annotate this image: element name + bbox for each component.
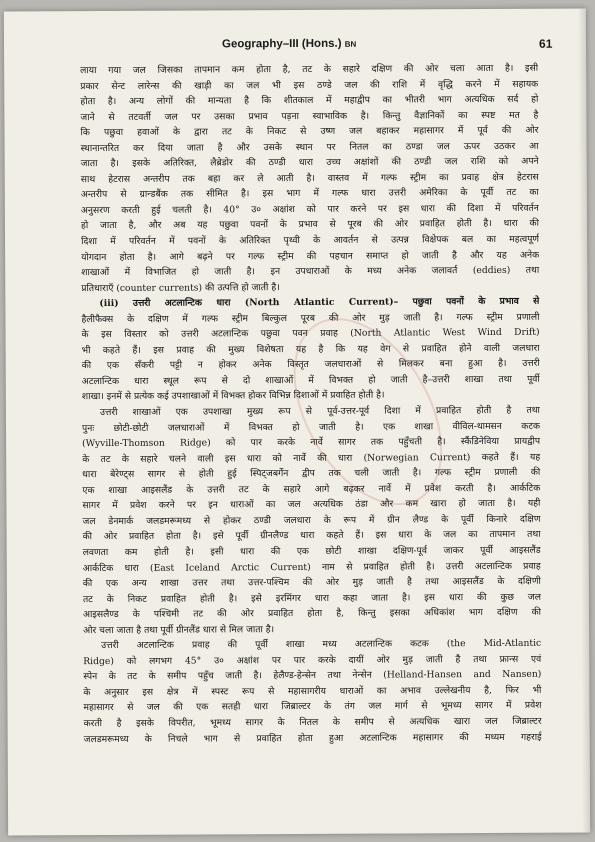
text-line: अन्तरीप से ग्रान्डबैंक तक सीमित है। इस भाग में गल्फ धारा उत्तरी अमेरिका के पूर्वी तट का (80, 187, 539, 201)
text-line: होता है। अन्य लोगों की मान्यता है कि शीतकाल में महाद्वीप का भीतरी भाग अत्यधिक सर्द हो (80, 93, 539, 108)
text-line: के तट के सहारे चलने वाली इस धारा को नार्वे की धारा (Norwegian Current) कहते हैं। यह (82, 451, 541, 465)
text-line: जलडमरूमध्य के निचले भाग से प्रवाहित होता हुआ अटलान्टिक महासागर की मध्यम गहराई (83, 731, 542, 745)
text-line: अनुसरण करती हुई चलती है। 40° उ० अक्षांश को पार करने पर इस धारा की दिशा में परिवर्तन (80, 202, 539, 217)
text-line: एक शाखा आइसलैंड के उत्तरी तट के सहारे आगे बढ़कर नार्वे में प्रवेश करती है। आर्कटिक (82, 482, 541, 496)
text-line: की ओर प्रवाहित होता है। इसे पूर्वी ग्रीनलैण्ड धारा कहते हैं। इस धारा के जल का तापमान तथा (82, 529, 541, 543)
page-number: 61 (538, 36, 553, 51)
running-title: Geography–III (Hons.) BN (221, 37, 357, 51)
text-line: महासागर से जल की एक सतही धारा जिब्राल्टर के तंग जल मार्ग से भूमध्य सागर में प्रवेश (83, 700, 542, 714)
text-line: प्रकार सेन्ट लारेन्स की खाड़ी का जल भी इस ठण्डे जल की राशि में वृद्धि करने में सहायक (80, 78, 539, 92)
text-line: उत्तरी अटलान्टिक प्रवाह की पूर्वी शाखा मध्य अटलान्टिक कटक (the Mid-Atlantic (101, 637, 542, 652)
text-line: साथ हेटरास अन्तरीप तक बहा कर ले आती है। वास्तव में गल्फ स्ट्रीम का प्रवाह क्षेत्र हेटरास (80, 171, 539, 185)
text-line: हैलीफैक्स के दक्षिण में गल्फ स्ट्रीम बिल्कुल पूरब की ओर मुड़ जाती है। गल्फ स्ट्रीम प्रणाली (81, 311, 540, 325)
text-line: जाने से तटवर्ती जल पर उसका प्रभाव पड़ना स्वाभाविक है। किन्तु वैज्ञानिकों का स्पष्ट मत है (80, 109, 539, 123)
text-line: कि पछुवा हवाओं के द्वारा तट के निकट से उष्ण जल बहाकर महासागर में पूर्व की ओर (80, 124, 539, 139)
text-line: आइसलैण्ड के पश्चिमी तट की ओर प्रवाहित होता है, किन्तु इसका अधिकांश भाग दक्षिण की (82, 606, 542, 621)
text-line: हो जाता है, और अब यह पछुवा पवनों के प्रभाव से पूरब की ओर प्रवाहित होती है। धारा की (80, 218, 539, 232)
text-line: स्पेन के तट के समीप पहुँच जाती है। हेलैण्ड-हेन्सेन तथा नेन्सेन (Helland-Hansen and Nansen) (83, 669, 542, 683)
section-heading-line: (iii) उत्तरी अटलान्टिक धारा (North Atlantic Current)– पछुवा पवनों के प्रभाव से (99, 295, 540, 310)
text-line: तट के निकट प्रवाहित होती है। इसे इरमिंगर धारा कहा जाता है। इस धारा की कुछ जल (82, 591, 541, 605)
text-line: शाखा। इनमें से प्रत्येक कई उपशाखाओं में विभक्त होकर विभिन्न दिशाओं में प्रवाहित होती है। (81, 390, 385, 403)
text-line: योगदान होता है। आगे बढ़ने पर गल्फ स्ट्रीम की पहचान समाप्त हो जाती है और यह अनेक (81, 249, 540, 263)
text-line: जल डेनमार्क जलडमरूमध्य से होकर ठण्डी जलधारा के रूप में ग्रीन लैण्ड के पूर्वी किनारे दक्षिण (82, 513, 541, 527)
text-line: के इस विस्तार को उत्तरी अटलान्टिक पछुवा पवन प्रवाह (North Atlantic West Wind Drift) (81, 327, 540, 341)
running-title-suffix: BN (344, 39, 357, 49)
text-line: की एक सँकरी पट्टी न होकर अनेक विस्तृत जलधाराओं से मिलकर बना हुआ है। उत्तरी (81, 358, 540, 372)
text-line: भी कहते हैं। इस प्रवाह की मुख्य विशेषता यह है कि यह वेग से प्रवाहित होने वाली जलधारा (81, 342, 540, 356)
text-line: अटलान्टिक धारा स्थूल रूप से दो शाखाओं में विभक्त हो जाती है–उत्तरी शाखा तथा पूर्वी (81, 373, 540, 388)
book-page (4, 8, 590, 835)
text-line: उत्तरी शाखाओं एक उपशाखा मुख्य रूप से पूर्व-उत्तर-पूर्व दिशा में प्रवाहित होती है तथा (99, 404, 540, 419)
text-line: के अनुसार इस क्षेत्र में स्पस्ट रूप से महासागरीय धाराओं का अभाव उल्लेखनीय है, फिर भी (83, 684, 542, 698)
body-text (80, 61, 542, 747)
text-line: जाता है। इसके अतिरिक्त, लैब्रेडोर की ठण्डी धारा उच्च अक्षांशों की ठण्डी जल राशि को अपने (80, 156, 539, 170)
text-line: सागर में प्रवेश करने पर इन धाराओं का जल अत्यधिक ठंडा और कम खारा हो जाता है। यही (82, 498, 541, 512)
text-line: प्रतिधाराएँ (counter currents) की उत्पत्ति हो जाती है। (81, 281, 280, 294)
text-line: स्थानान्तरित कर दिया जाता है और उसके स्थान पर नितल का ठण्डा जल ऊपर उठकर आ (80, 140, 539, 154)
page-edge-shadow (578, 8, 590, 832)
text-line: धारा बेरेण्ट्स सागर से होती हुई स्पिट्जबर्गेन द्वीप तक चली जाती है। गल्फ स्ट्रीम प्रणाली की (82, 466, 541, 481)
text-line: आर्कटिक धारा (East Iceland Arctic Current) नाम से प्रवाहित होती है। उत्तरी अटलान्टिक प्रवाह (82, 560, 541, 574)
text-line: ओर चला जाता है तथा पूर्वी ग्रीनलैंड धारा से मिल जाता है। (83, 623, 275, 636)
text-line: लाया गया जल जिसका तापमान कम होता है, तट के सहारे दक्षिण की ओर चला आता है। इसी (80, 62, 539, 77)
text-line: पुनः छोटी-छोटी जलधाराओं में विभक्त हो जाती है। एक शाखा वीविल-थामसन कटक (82, 420, 541, 434)
text-line: दिशा में परिवर्तन में पवनों के अतिरिक्त पृथ्वी के आवर्तन से उत्पन्न विक्षेपक बल का महत्वपूर्ण (81, 233, 540, 248)
text-line: की एक अन्य शाखा उत्तर तथा उत्तर-पश्चिम की ओर मुड़ जाती है तथा आइसलैंड के दक्षिणी (82, 575, 541, 590)
text-line: करती है इसके विपरीत, भूमध्य सागर के नितल के समीप से अत्यधिक खारा जल जिब्राल्टर (83, 715, 542, 730)
text-line: Ridge) को लगभग 45° उ० अक्षांश पर पार करके दायीं ओर मुड़ जाती है तथा फ्रान्स एवं (83, 653, 542, 667)
text-line: शाखाओं में विभाजित हो जाती है। इन उपधाराओं के मध्य अनेक जलावर्त (eddies) तथा (81, 264, 540, 279)
text-line: (Wyville-Thomson Ridge) को पार करके नार्वे सागर तक पहुँचती है। स्कैंडिनेविया प्रायद्वीप (82, 435, 541, 450)
text-line: लवणता कम होती है। इसी धारा की एक छोटी शाखा दक्षिण-पूर्व जाकर पूर्वी आइसलैंड (82, 544, 541, 559)
page-header (4, 36, 586, 57)
